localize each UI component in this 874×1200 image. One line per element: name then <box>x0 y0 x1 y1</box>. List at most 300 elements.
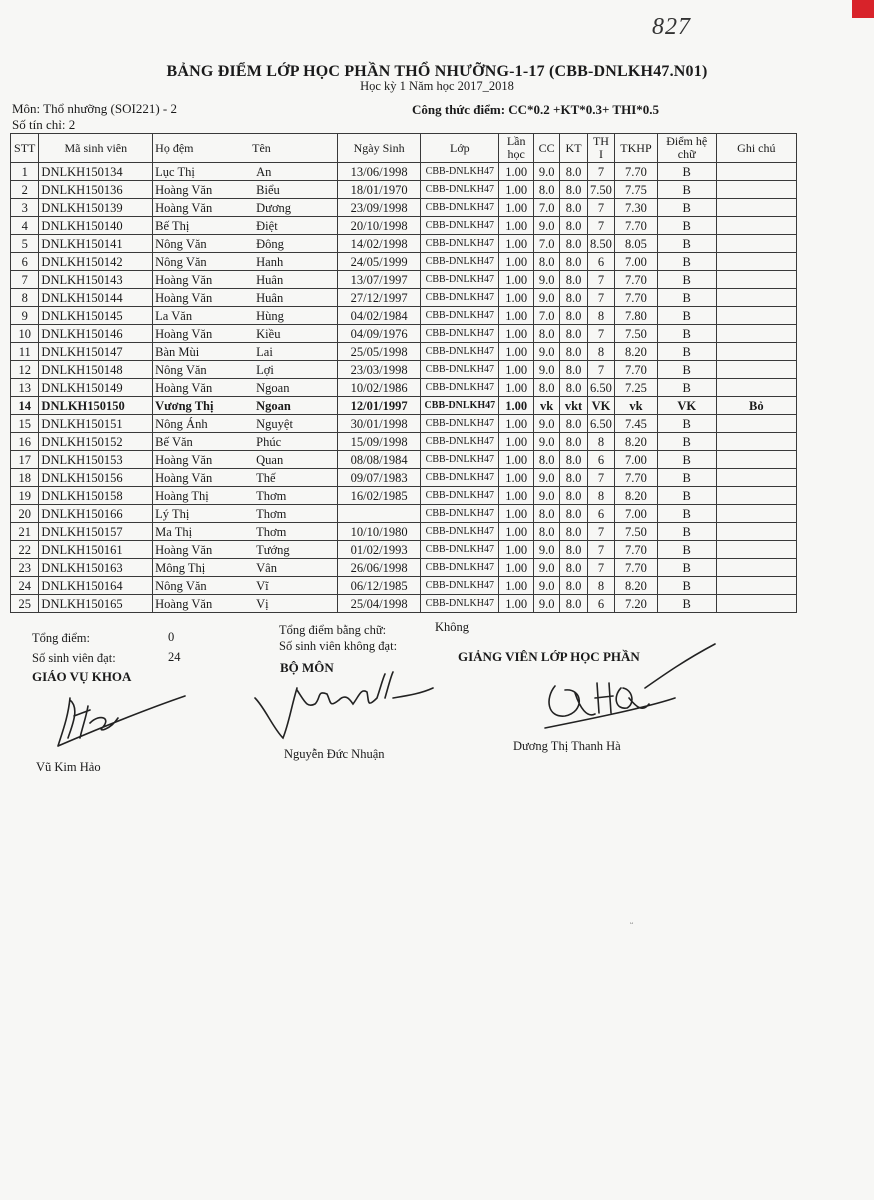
cell-class: CBB-DNLKH47 <box>421 379 499 397</box>
cell-birth-date: 27/12/1997 <box>337 289 420 307</box>
cell-kt: 8.0 <box>560 181 587 199</box>
cell-kt: 8.0 <box>560 415 587 433</box>
cell-kt: 8.0 <box>560 217 587 235</box>
cell-kt: 8.0 <box>560 289 587 307</box>
cell-student-id: DNLKH150153 <box>39 451 153 469</box>
cell-tkhp: 7.70 <box>615 217 658 235</box>
cell-first-name: Ngoan <box>250 379 337 397</box>
cell-letter-grade: B <box>657 379 716 397</box>
cell-letter-grade: B <box>657 487 716 505</box>
cell-note <box>716 271 796 289</box>
cell-cc: 9.0 <box>533 343 559 361</box>
cell-middle-name: La Văn <box>153 307 250 325</box>
cell-cc: 9.0 <box>533 289 559 307</box>
table-row <box>11 289 797 307</box>
table-row <box>11 469 797 487</box>
cell-cc: 7.0 <box>533 307 559 325</box>
cell-note: Bỏ <box>716 397 796 415</box>
header-tkhp: TKHP <box>615 134 658 163</box>
header-thi: TH I <box>587 134 614 163</box>
cell-cc: 9.0 <box>533 163 559 181</box>
cell-first-name: Hanh <box>250 253 337 271</box>
cell-thi: 6.50 <box>587 415 614 433</box>
cell-birth-date: 12/01/1997 <box>337 397 420 415</box>
cell-tkhp: 8.20 <box>615 433 658 451</box>
cell-tkhp: 7.80 <box>615 307 658 325</box>
cell-tkhp: 7.70 <box>615 361 658 379</box>
cell-attempt: 1.00 <box>499 307 534 325</box>
cell-cc: 8.0 <box>533 523 559 541</box>
cell-kt: 8.0 <box>560 487 587 505</box>
table-row <box>11 253 797 271</box>
total-score-value: 0 <box>168 630 175 644</box>
credits-line: Số tín chỉ: 2 <box>12 117 76 132</box>
table-row <box>11 577 797 595</box>
table-row <box>11 361 797 379</box>
cell-thi: 6 <box>587 451 614 469</box>
cell-note <box>716 523 796 541</box>
cell-attempt: 1.00 <box>499 325 534 343</box>
cell-cc: 8.0 <box>533 253 559 271</box>
cell-class: CBB-DNLKH47 <box>421 397 499 415</box>
cell-class: CBB-DNLKH47 <box>421 523 499 541</box>
cell-stt: 9 <box>11 307 39 325</box>
cell-student-id: DNLKH150152 <box>39 433 153 451</box>
cell-class: CBB-DNLKH47 <box>421 559 499 577</box>
cell-stt: 24 <box>11 577 39 595</box>
cell-birth-date: 24/05/1999 <box>337 253 420 271</box>
cell-thi: 8 <box>587 343 614 361</box>
cell-attempt: 1.00 <box>499 523 534 541</box>
cell-note <box>716 253 796 271</box>
cell-cc: 9.0 <box>533 559 559 577</box>
cell-class: CBB-DNLKH47 <box>421 307 499 325</box>
cell-class: CBB-DNLKH47 <box>421 577 499 595</box>
cell-middle-name: Nông Văn <box>153 253 250 271</box>
cell-middle-name: Nông Văn <box>153 577 250 595</box>
cell-kt: 8.0 <box>560 199 587 217</box>
cell-middle-name: Hoàng Văn <box>153 469 250 487</box>
cell-tkhp: 7.70 <box>615 541 658 559</box>
cell-tkhp: 7.20 <box>615 595 658 613</box>
cell-note <box>716 433 796 451</box>
cell-middle-name: Vương Thị <box>153 397 250 415</box>
handwritten-number: 827 <box>652 14 691 40</box>
cell-cc: 8.0 <box>533 325 559 343</box>
cell-student-id: DNLKH150164 <box>39 577 153 595</box>
header-stt: STT <box>11 134 39 163</box>
cell-note <box>716 307 796 325</box>
cell-cc: 9.0 <box>533 469 559 487</box>
cell-class: CBB-DNLKH47 <box>421 469 499 487</box>
cell-stt: 1 <box>11 163 39 181</box>
grade-table <box>10 133 797 613</box>
document-title: BẢNG ĐIỂM LỚP HỌC PHẦN THỔ NHƯỠNG-1-17 (CBB-DNLKH47.N01) <box>166 63 708 80</box>
cell-thi: 6 <box>587 505 614 523</box>
cell-attempt: 1.00 <box>499 451 534 469</box>
cell-tkhp: 7.45 <box>615 415 658 433</box>
cell-first-name: Thơm <box>250 505 337 523</box>
cell-student-id: DNLKH150165 <box>39 595 153 613</box>
cell-stt: 12 <box>11 361 39 379</box>
scan-corner-mark <box>852 0 874 18</box>
cell-attempt: 1.00 <box>499 217 534 235</box>
header-note: Ghi chú <box>716 134 796 163</box>
cell-class: CBB-DNLKH47 <box>421 415 499 433</box>
cell-student-id: DNLKH150163 <box>39 559 153 577</box>
cell-middle-name: Hoàng Thị <box>153 487 250 505</box>
cell-tkhp: 7.30 <box>615 199 658 217</box>
cell-cc: 8.0 <box>533 505 559 523</box>
cell-student-id: DNLKH150145 <box>39 307 153 325</box>
cell-stt: 8 <box>11 289 39 307</box>
cell-stt: 6 <box>11 253 39 271</box>
table-row <box>11 451 797 469</box>
cell-cc: 9.0 <box>533 433 559 451</box>
cell-stt: 5 <box>11 235 39 253</box>
cell-note <box>716 595 796 613</box>
cell-birth-date: 10/10/1980 <box>337 523 420 541</box>
cell-birth-date: 25/04/1998 <box>337 595 420 613</box>
cell-note <box>716 199 796 217</box>
cell-class: CBB-DNLKH47 <box>421 325 499 343</box>
cell-tkhp: 7.75 <box>615 181 658 199</box>
cell-stt: 7 <box>11 271 39 289</box>
cell-thi: 8 <box>587 307 614 325</box>
cell-tkhp: 7.00 <box>615 505 658 523</box>
cell-note <box>716 451 796 469</box>
cell-first-name: Ngoan <box>250 397 337 415</box>
cell-first-name: Thế <box>250 469 337 487</box>
cell-middle-name: Lục Thị <box>153 163 250 181</box>
cell-birth-date: 14/02/1998 <box>337 235 420 253</box>
cell-first-name: Huân <box>250 289 337 307</box>
cell-stt: 4 <box>11 217 39 235</box>
cell-thi: 8 <box>587 577 614 595</box>
cell-letter-grade: B <box>657 325 716 343</box>
cell-thi: 8.50 <box>587 235 614 253</box>
cell-thi: 8 <box>587 433 614 451</box>
cell-note <box>716 361 796 379</box>
cell-note <box>716 379 796 397</box>
cell-letter-grade: VK <box>657 397 716 415</box>
cell-kt: 8.0 <box>560 361 587 379</box>
signature-giao-vu <box>40 688 190 758</box>
cell-cc: vk <box>533 397 559 415</box>
cell-note <box>716 469 796 487</box>
cell-letter-grade: B <box>657 541 716 559</box>
cell-first-name: Kiều <box>250 325 337 343</box>
cell-stt: 11 <box>11 343 39 361</box>
cell-tkhp: 7.00 <box>615 253 658 271</box>
cell-first-name: Vĩ <box>250 577 337 595</box>
subject-line: Môn: Thổ nhưỡng (SOI221) - 2 <box>12 101 177 116</box>
cell-first-name: Hùng <box>250 307 337 325</box>
header-middle-name: Họ đệm <box>153 134 250 163</box>
cell-attempt: 1.00 <box>499 253 534 271</box>
cell-thi: 7 <box>587 325 614 343</box>
cell-middle-name: Hoàng Văn <box>153 451 250 469</box>
cell-birth-date: 06/12/1985 <box>337 577 420 595</box>
cell-birth-date: 09/07/1983 <box>337 469 420 487</box>
cell-kt: 8.0 <box>560 325 587 343</box>
signature-giang-vien <box>525 638 725 738</box>
cell-cc: 8.0 <box>533 451 559 469</box>
cell-note <box>716 541 796 559</box>
cell-thi: 7 <box>587 199 614 217</box>
cell-birth-date: 30/01/1998 <box>337 415 420 433</box>
table-row <box>11 217 797 235</box>
cell-middle-name: Nông Ánh <box>153 415 250 433</box>
cell-letter-grade: B <box>657 253 716 271</box>
cell-student-id: DNLKH150134 <box>39 163 153 181</box>
cell-class: CBB-DNLKH47 <box>421 433 499 451</box>
cell-letter-grade: B <box>657 289 716 307</box>
department-label: BỘ MÔN <box>280 660 334 675</box>
cell-attempt: 1.00 <box>499 595 534 613</box>
cell-attempt: 1.00 <box>499 505 534 523</box>
cell-birth-date: 26/06/1998 <box>337 559 420 577</box>
signature-bo-mon <box>245 668 435 748</box>
cell-letter-grade: B <box>657 361 716 379</box>
header-birth-date: Ngày Sinh <box>337 134 420 163</box>
cell-kt: 8.0 <box>560 451 587 469</box>
cell-letter-grade: B <box>657 577 716 595</box>
cell-note <box>716 235 796 253</box>
academic-office-label: GIÁO VỤ KHOA <box>32 669 132 684</box>
cell-cc: 9.0 <box>533 415 559 433</box>
cell-birth-date: 04/02/1984 <box>337 307 420 325</box>
cell-middle-name: Nông Văn <box>153 361 250 379</box>
cell-kt: 8.0 <box>560 307 587 325</box>
cell-first-name: Đông <box>250 235 337 253</box>
header-cc: CC <box>533 134 559 163</box>
cell-kt: 8.0 <box>560 523 587 541</box>
cell-middle-name: Lý Thị <box>153 505 250 523</box>
stray-mark: ᵕ <box>630 918 634 930</box>
table-row <box>11 523 797 541</box>
cell-attempt: 1.00 <box>499 397 534 415</box>
cell-attempt: 1.00 <box>499 163 534 181</box>
cell-stt: 22 <box>11 541 39 559</box>
cell-birth-date: 16/02/1985 <box>337 487 420 505</box>
table-row <box>11 235 797 253</box>
cell-student-id: DNLKH150151 <box>39 415 153 433</box>
cell-birth-date: 20/10/1998 <box>337 217 420 235</box>
cell-note <box>716 181 796 199</box>
cell-middle-name: Hoàng Văn <box>153 271 250 289</box>
cell-first-name: Lai <box>250 343 337 361</box>
cell-class: CBB-DNLKH47 <box>421 289 499 307</box>
cell-note <box>716 577 796 595</box>
cell-thi: VK <box>587 397 614 415</box>
cell-thi: 6 <box>587 253 614 271</box>
lecturer-label: GIẢNG VIÊN LỚP HỌC PHẦN <box>458 649 640 664</box>
cell-tkhp: vk <box>615 397 658 415</box>
table-row <box>11 415 797 433</box>
cell-attempt: 1.00 <box>499 469 534 487</box>
cell-note <box>716 343 796 361</box>
total-in-words-value: Không <box>435 620 470 634</box>
cell-thi: 7 <box>587 271 614 289</box>
cell-class: CBB-DNLKH47 <box>421 487 499 505</box>
cell-cc: 9.0 <box>533 595 559 613</box>
cell-kt: 8.0 <box>560 505 587 523</box>
cell-letter-grade: B <box>657 307 716 325</box>
cell-student-id: DNLKH150140 <box>39 217 153 235</box>
cell-note <box>716 415 796 433</box>
cell-student-id: DNLKH150157 <box>39 523 153 541</box>
cell-class: CBB-DNLKH47 <box>421 271 499 289</box>
cell-thi: 7 <box>587 163 614 181</box>
table-row <box>11 595 797 613</box>
cell-tkhp: 7.70 <box>615 469 658 487</box>
cell-attempt: 1.00 <box>499 541 534 559</box>
cell-tkhp: 7.50 <box>615 523 658 541</box>
cell-tkhp: 8.05 <box>615 235 658 253</box>
cell-class: CBB-DNLKH47 <box>421 181 499 199</box>
cell-student-id: DNLKH150156 <box>39 469 153 487</box>
table-row <box>11 487 797 505</box>
cell-stt: 20 <box>11 505 39 523</box>
cell-attempt: 1.00 <box>499 361 534 379</box>
cell-stt: 23 <box>11 559 39 577</box>
cell-student-id: DNLKH150144 <box>39 289 153 307</box>
cell-class: CBB-DNLKH47 <box>421 361 499 379</box>
cell-birth-date: 10/02/1986 <box>337 379 420 397</box>
cell-letter-grade: B <box>657 235 716 253</box>
cell-thi: 6.50 <box>587 379 614 397</box>
cell-kt: 8.0 <box>560 343 587 361</box>
header-student-id: Mã sinh viên <box>39 134 153 163</box>
cell-letter-grade: B <box>657 271 716 289</box>
cell-kt: 8.0 <box>560 379 587 397</box>
header-class: Lớp <box>421 134 499 163</box>
table-row <box>11 325 797 343</box>
header-attempt: Lần học <box>499 134 534 163</box>
cell-letter-grade: B <box>657 451 716 469</box>
cell-birth-date: 04/09/1976 <box>337 325 420 343</box>
cell-student-id: DNLKH150136 <box>39 181 153 199</box>
header-first-name: Tên <box>250 134 337 163</box>
cell-first-name: Vị <box>250 595 337 613</box>
grade-formula: Công thức điểm: CC*0.2 +KT*0.3+ THI*0.5 <box>412 102 659 117</box>
cell-birth-date: 23/09/1998 <box>337 199 420 217</box>
cell-stt: 2 <box>11 181 39 199</box>
cell-student-id: DNLKH150143 <box>39 271 153 289</box>
cell-kt: vkt <box>560 397 587 415</box>
header-kt: KT <box>560 134 587 163</box>
cell-middle-name: Hoàng Văn <box>153 181 250 199</box>
cell-letter-grade: B <box>657 181 716 199</box>
cell-note <box>716 289 796 307</box>
cell-middle-name: Hoàng Văn <box>153 325 250 343</box>
passed-count-value: 24 <box>168 650 181 664</box>
cell-thi: 7 <box>587 217 614 235</box>
cell-note <box>716 217 796 235</box>
cell-first-name: Vân <box>250 559 337 577</box>
table-row <box>11 559 797 577</box>
cell-letter-grade: B <box>657 433 716 451</box>
cell-tkhp: 8.20 <box>615 343 658 361</box>
cell-first-name: Thơm <box>250 487 337 505</box>
cell-attempt: 1.00 <box>499 415 534 433</box>
cell-student-id: DNLKH150161 <box>39 541 153 559</box>
cell-student-id: DNLKH150150 <box>39 397 153 415</box>
cell-kt: 8.0 <box>560 271 587 289</box>
cell-middle-name: Bế Văn <box>153 433 250 451</box>
cell-birth-date: 13/07/1997 <box>337 271 420 289</box>
cell-middle-name: Hoàng Văn <box>153 541 250 559</box>
cell-birth-date: 13/06/1998 <box>337 163 420 181</box>
cell-stt: 10 <box>11 325 39 343</box>
cell-stt: 15 <box>11 415 39 433</box>
table-row <box>11 379 797 397</box>
cell-kt: 8.0 <box>560 253 587 271</box>
cell-tkhp: 7.25 <box>615 379 658 397</box>
signer-name-bo-mon: Nguyễn Đức Nhuận <box>284 747 385 761</box>
cell-stt: 19 <box>11 487 39 505</box>
cell-first-name: Dương <box>250 199 337 217</box>
cell-thi: 7 <box>587 559 614 577</box>
cell-kt: 8.0 <box>560 235 587 253</box>
cell-birth-date: 25/05/1998 <box>337 343 420 361</box>
cell-middle-name: Hoàng Văn <box>153 379 250 397</box>
cell-cc: 9.0 <box>533 271 559 289</box>
cell-stt: 16 <box>11 433 39 451</box>
table-row <box>11 397 797 415</box>
cell-first-name: Biểu <box>250 181 337 199</box>
cell-letter-grade: B <box>657 343 716 361</box>
cell-student-id: DNLKH150149 <box>39 379 153 397</box>
cell-kt: 8.0 <box>560 559 587 577</box>
cell-middle-name: Hoàng Văn <box>153 199 250 217</box>
cell-first-name: Thơm <box>250 523 337 541</box>
total-score-label: Tổng điểm: <box>32 631 90 645</box>
cell-cc: 9.0 <box>533 541 559 559</box>
cell-stt: 3 <box>11 199 39 217</box>
cell-student-id: DNLKH150166 <box>39 505 153 523</box>
cell-kt: 8.0 <box>560 577 587 595</box>
cell-student-id: DNLKH150146 <box>39 325 153 343</box>
cell-class: CBB-DNLKH47 <box>421 595 499 613</box>
cell-cc: 7.0 <box>533 235 559 253</box>
cell-middle-name: Nông Văn <box>153 235 250 253</box>
cell-cc: 9.0 <box>533 487 559 505</box>
cell-attempt: 1.00 <box>499 433 534 451</box>
cell-letter-grade: B <box>657 595 716 613</box>
cell-birth-date: 23/03/1998 <box>337 361 420 379</box>
cell-kt: 8.0 <box>560 163 587 181</box>
cell-letter-grade: B <box>657 163 716 181</box>
cell-cc: 9.0 <box>533 217 559 235</box>
cell-first-name: Tướng <box>250 541 337 559</box>
table-row <box>11 271 797 289</box>
cell-kt: 8.0 <box>560 595 587 613</box>
cell-cc: 8.0 <box>533 379 559 397</box>
cell-thi: 6 <box>587 595 614 613</box>
cell-class: CBB-DNLKH47 <box>421 451 499 469</box>
table-row <box>11 505 797 523</box>
cell-attempt: 1.00 <box>499 271 534 289</box>
cell-first-name: Quan <box>250 451 337 469</box>
cell-middle-name: Bế Thị <box>153 217 250 235</box>
cell-stt: 14 <box>11 397 39 415</box>
cell-class: CBB-DNLKH47 <box>421 343 499 361</box>
cell-birth-date <box>337 505 420 523</box>
cell-tkhp: 8.20 <box>615 487 658 505</box>
cell-attempt: 1.00 <box>499 199 534 217</box>
